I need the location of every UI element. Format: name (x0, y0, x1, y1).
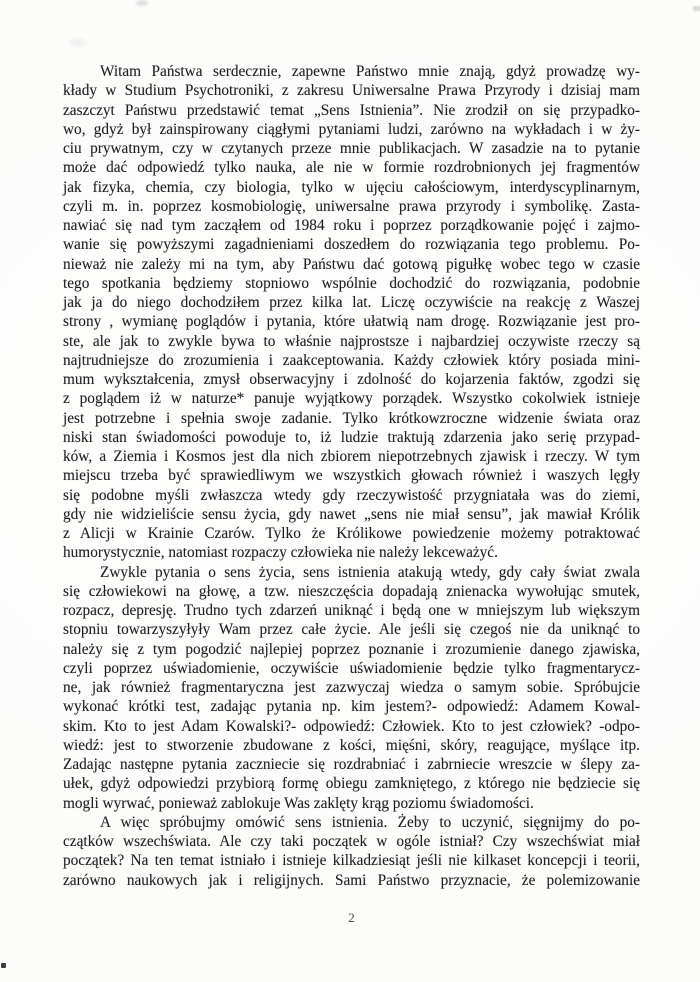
paragraph (63, 813, 640, 890)
text-line: nawiać się nad tym zacząłem od 1984 roku i poprzez porządkowanie pojęć i zajmo- (63, 217, 640, 234)
text-line: zaszczyt Państwu przedstawić temat „Sens Istnienia”. Nie zrodził on się przypadko- (63, 101, 640, 119)
text-line: mum wykształcenia, zmysł obserwacyjny i zdolność do kojarzenia faktów, zgodzi się (63, 371, 640, 388)
text-line: stopniu towarzyszyłyły Wam przez całe życie. Ale jeśli się czegoś nie da uniknąć to (63, 621, 640, 639)
text-line: humorystycznie, natomiast rozpaczy człowieka nie należy lekceważyć. (63, 544, 498, 562)
text-line: jest potrzebne i spełnia swoje zadanie. Tylko krótkowzroczne widzenie świata oraz (63, 409, 640, 427)
text-line: Zwykle pytania o sens życia, sens istnienia atakują wtedy, gdy cały świat zwala (100, 563, 640, 581)
text-line: się podobne myśli zwłaszcza wtedy gdy rzeczywistość przygniatała was do ziemi, (63, 486, 640, 504)
text-line: czyli poprzez uświadomienie, oczywiście uświadomienie będzie tylko fragmentarycz- (63, 659, 640, 677)
text-line: należy się z tym pogodzić najlepiej poprzez poznanie i zrozumienie danego zjawiska, (63, 640, 640, 658)
text-line: niski stan świadomości powoduje to, iż ludzie traktują zdarzenia jako serię przypad- (63, 428, 640, 446)
scan-smudge (70, 38, 86, 47)
scan-smudge (693, 6, 700, 11)
text-line: ne, jak również fragmentaryczna jest zazwyczaj wiedza o samym sobie. Spróbujcie (63, 679, 640, 696)
text-line: tego spotkania będziemy stopniowo wspólnie dochodzić do rozwiązania, podobnie (63, 274, 640, 292)
scan-smudge (136, 0, 148, 6)
text-line: A więc spróbujmy omówić sens istnienia. Żeby to uczynić, sięgnijmy do po- (100, 813, 640, 831)
page-number: 2 (348, 910, 355, 925)
paragraph (63, 62, 640, 563)
text-line: najtrudniejsze do zrozumienia i zaakceptowania. Każdy człowiek który posiada mini- (63, 351, 640, 369)
text-line: z Alicji w Krainie Czarów. Tylko że Królikowe powiedzenie możemy potraktować (63, 525, 640, 542)
text-line: ciu prywatnym, czy w czytanych przeze mnie publikacjach. W zasadzie na to pytanie (63, 140, 640, 157)
text-line: może dać odpowiedź tylko nauka, ale nie w formie rozdrobnionych jej fragmentów (63, 159, 640, 177)
text-line: wiedź: jest to stworzenie zbudowane z kości, mięśni, skóry, reagujące, myślące itp. (63, 736, 640, 754)
text-line: strony , wymianę poglądów i pytania, które ułatwią nam drogę. Rozwiązanie jest pro- (63, 313, 640, 331)
paragraph (63, 563, 640, 813)
text-line: czątków wszechświata. Ale czy taki początek w ogóle istniał? Czy wszechświat miał (63, 833, 640, 850)
text-line: ste, ale jak to zwykle bywa to właśnie najprostsze i najbardziej oczywiste rzeczy są (63, 332, 640, 350)
text-line: początek? Na ten temat istniało i istnieje kilkadziesiąt jeśli nie kilkaset koncepcji i teorii, (63, 852, 640, 870)
text-line: wanie się powyższymi zagadnieniami doszedłem do rozwiązania tego problemu. Po- (63, 236, 640, 254)
text-line: Zadając następne pytania zaczniecie się rozdrabniać i zabrniecie wreszcie w ślepy za- (63, 756, 640, 773)
text-line: gdy nie widzieliście sensu życia, gdy nawet „sens nie miał sensu”, jak mawiał Królik (63, 505, 640, 523)
text-line: czyli m. in. poprzez kosmobiologię, uniwersalne prawa przyrody i symbolikę. Zasta- (63, 197, 640, 215)
scan-speck (1, 963, 6, 968)
text-line: miejscu trzeba być sprawiedliwym we wszystkich głowach również i waszych lęgły (63, 467, 640, 485)
text-line: jak fizyka, chemia, czy biologia, tylko w ujęciu całościowym, interdyscyplinarnym, (63, 178, 640, 196)
text-line: nieważ nie zależy mi na tym, aby Państwu dać gotową pigułkę wobec tego w czasie (63, 255, 640, 273)
text-line: się człowiekowi na głowę, a tzw. nieszczęścia dopadają znienacka wywołując smutek, (63, 582, 640, 600)
text-line: z poglądem iż w naturze* panuje wyjątkowy porządek. Wszystko cokolwiek istnieje (63, 390, 640, 408)
text-line: ków, a Ziemia i Kosmos jest dla nich zbiorem niepotrzebnych zjawisk i rzeczy. W tym (63, 448, 640, 465)
text-line: zarówno naukowych jak i religijnych. Sami Państwo przyznacie, że polemizowanie (63, 871, 640, 889)
text-line: mogli wyrwać, ponieważ zablokuje Was zaklęty krąg poziomu świadomości. (63, 794, 534, 812)
text-line: rozpacz, depresję. Trudno tych zdarzeń uniknąć i będą one w mniejszym lub większym (63, 602, 640, 619)
text-line: skim. Kto to jest Adam Kowalski?- odpowiedź: Człowiek. Kto to jest człowiek? -odpo- (63, 717, 640, 735)
text-line: wo, gdyż był zainspirowany ciągłymi pytaniami ludzi, zarówno na wykładach i w ży- (63, 120, 640, 138)
text-line: kłady w Studium Psychotroniki, z zakresu Uniwersalne Prawa Przyrody i dzisiaj mam (63, 82, 640, 100)
text-line: wykonać krótki test, zadając pytania np. kim jestem?- odpowiedź: Adamem Kowal- (63, 698, 640, 716)
body-text (63, 62, 640, 890)
text-line: jak ja do niego dochodziłem przez kilka lat. Liczę oczywiście na reakcję z Waszej (63, 294, 640, 311)
text-line: Witam Państwa serdecznie, zapewne Państwo mnie znają, gdyż prowadzę wy- (100, 63, 640, 80)
text-line: ułek, gdyż odpowiedzi przybiorą formę obiegu zamkniętego, z którego nie będziecie się (63, 775, 640, 793)
